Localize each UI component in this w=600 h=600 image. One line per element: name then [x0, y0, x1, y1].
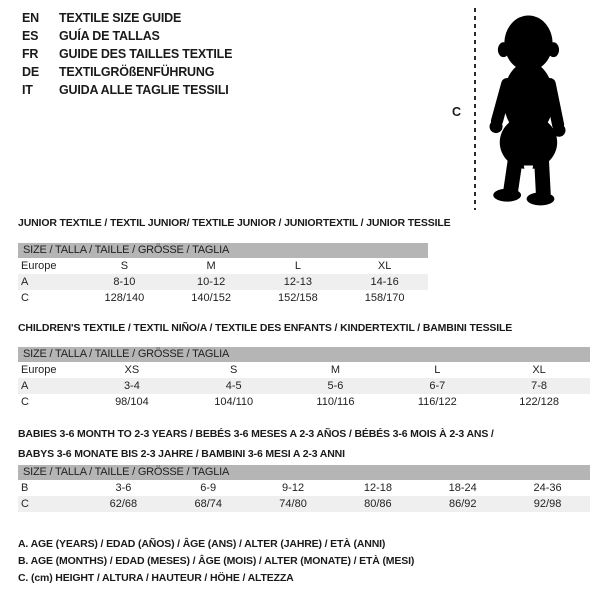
language-row-es [22, 27, 232, 45]
row-label: Europe [21, 260, 57, 272]
legend-height-cm: C. (cm) HEIGHT / ALTURA / HAUTEUR / HÖHE / ALTEZZA [18, 572, 294, 584]
height-cell: 158/170 [364, 292, 405, 304]
guide-title: GUIDE DES TAILLES TEXTILE [59, 47, 233, 61]
height-cell: 80/86 [364, 498, 392, 510]
age-cell: 3-6 [115, 482, 132, 494]
age-cell: 6-9 [200, 482, 217, 494]
size-cell: M [206, 260, 216, 272]
height-measure-label: C [452, 105, 462, 119]
age-cell: 9-12 [282, 482, 305, 494]
size-header-bar: SIZE / TALLA / TAILLE / GRÖSSE / TAGLIA [18, 347, 590, 362]
size-cell: S [120, 260, 129, 272]
table-row-age-months [18, 480, 590, 496]
size-header-bar: SIZE / TALLA / TAILLE / GRÖSSE / TAGLIA [18, 465, 590, 480]
height-cell: 140/152 [191, 292, 231, 304]
row-label: C [21, 498, 29, 510]
table-row-europe [18, 362, 590, 378]
age-cell: 12-18 [363, 482, 392, 494]
junior-table-title: JUNIOR TEXTILE / TEXTIL JUNIOR/ TEXTILE JUNIOR / JUNIORTEXTIL / JUNIOR TESSILE [18, 217, 451, 229]
size-cell: M [330, 364, 341, 376]
age-cell: 12-13 [283, 276, 312, 288]
row-label: B [21, 482, 29, 494]
age-cell: 24-36 [533, 482, 562, 494]
legend-age-months: B. AGE (MONTHS) / EDAD (MESES) / ÂGE (MOIS) / ALTER (MONATE) / ETÀ (MESI) [18, 555, 415, 567]
table-row-age-years [18, 378, 590, 394]
age-cell: 5-6 [327, 380, 344, 392]
language-title-list [22, 9, 232, 99]
table-row-height-cm [18, 394, 590, 410]
height-cell: 128/140 [104, 292, 145, 304]
size-cell: S [230, 364, 238, 376]
guide-title: GUÍA DE TALLAS [59, 29, 160, 43]
size-cell: L [434, 364, 441, 376]
size-cell: L [294, 260, 301, 272]
size-cell: XL [377, 260, 392, 272]
language-row-fr [22, 45, 232, 63]
height-cell: 74/80 [279, 498, 307, 510]
guide-title: TEXTILGRÖßENFÜHRUNG [59, 65, 215, 79]
language-code: IT [22, 83, 33, 97]
language-code: FR [22, 47, 39, 61]
height-cell: 122/128 [519, 396, 559, 408]
guide-title: TEXTILE SIZE GUIDE [59, 11, 182, 25]
age-cell: 8-10 [113, 276, 136, 288]
height-cell: 68/74 [194, 498, 222, 510]
table-row-height-cm [18, 496, 590, 512]
height-dashed-line [474, 8, 476, 210]
age-cell: 10-12 [197, 276, 226, 288]
legend-age-years: A. AGE (YEARS) / EDAD (AÑOS) / ÂGE (ANS) / ALTER (JAHRE) / ETÀ (ANNI) [18, 538, 386, 550]
row-label: A [21, 380, 29, 392]
table-row-height-cm [18, 290, 428, 306]
guide-title: GUIDA ALLE TAGLIE TESSILI [59, 83, 229, 97]
measure-legend [18, 536, 414, 587]
age-cell: 7-8 [531, 380, 548, 392]
height-cell: 98/104 [115, 396, 149, 408]
row-label: A [21, 276, 29, 288]
row-label: Europe [21, 364, 57, 376]
age-cell: 18-24 [448, 482, 477, 494]
row-label: C [21, 396, 29, 408]
table-row-europe [18, 258, 428, 274]
size-cell: XS [124, 364, 140, 376]
table-row-age-years [18, 274, 428, 290]
babies-title-line2: BABYS 3-6 MONATE BIS 2-3 JAHRE / BAMBINI 3-6 MESI A 2-3 ANNI [18, 448, 345, 460]
babies-title-line1: BABIES 3-6 MONTH TO 2-3 YEARS / BEBÉS 3-6 MESES A 2-3 AÑOS / BÉBÉS 3-6 MOIS À 2-3 ANS / [18, 428, 494, 440]
junior-size-table [18, 243, 428, 306]
language-code: EN [22, 11, 39, 25]
height-cell: 104/110 [214, 396, 254, 408]
children-table-title: CHILDREN'S TEXTILE / TEXTIL NIÑO/A / TEXTILE DES ENFANTS / KINDERTEXTIL / BAMBINI TESSILE [18, 322, 513, 334]
baby-silhouette-image [484, 8, 572, 210]
age-cell: 3-4 [123, 380, 140, 392]
age-cell: 6-7 [429, 380, 446, 392]
row-label: C [21, 292, 29, 304]
language-row-en [22, 9, 232, 27]
height-cell: 92/98 [533, 498, 562, 510]
size-header-bar: SIZE / TALLA / TAILLE / GRÖSSE / TAGLIA [18, 243, 428, 258]
size-cell: XL [532, 364, 546, 376]
age-cell: 4-5 [225, 380, 242, 392]
age-cell: 14-16 [370, 276, 399, 288]
language-code: ES [22, 29, 39, 43]
language-code: DE [22, 65, 39, 79]
children-size-table [18, 347, 590, 410]
language-row-it [22, 81, 232, 99]
babies-table-title [18, 424, 494, 464]
height-cell: 116/122 [417, 396, 457, 408]
height-cell: 86/92 [448, 498, 477, 510]
language-row-de [22, 63, 232, 81]
height-cell: 152/158 [277, 292, 318, 304]
height-cell: 110/116 [316, 396, 355, 408]
babies-size-table [18, 465, 590, 512]
height-cell: 62/68 [109, 498, 138, 510]
